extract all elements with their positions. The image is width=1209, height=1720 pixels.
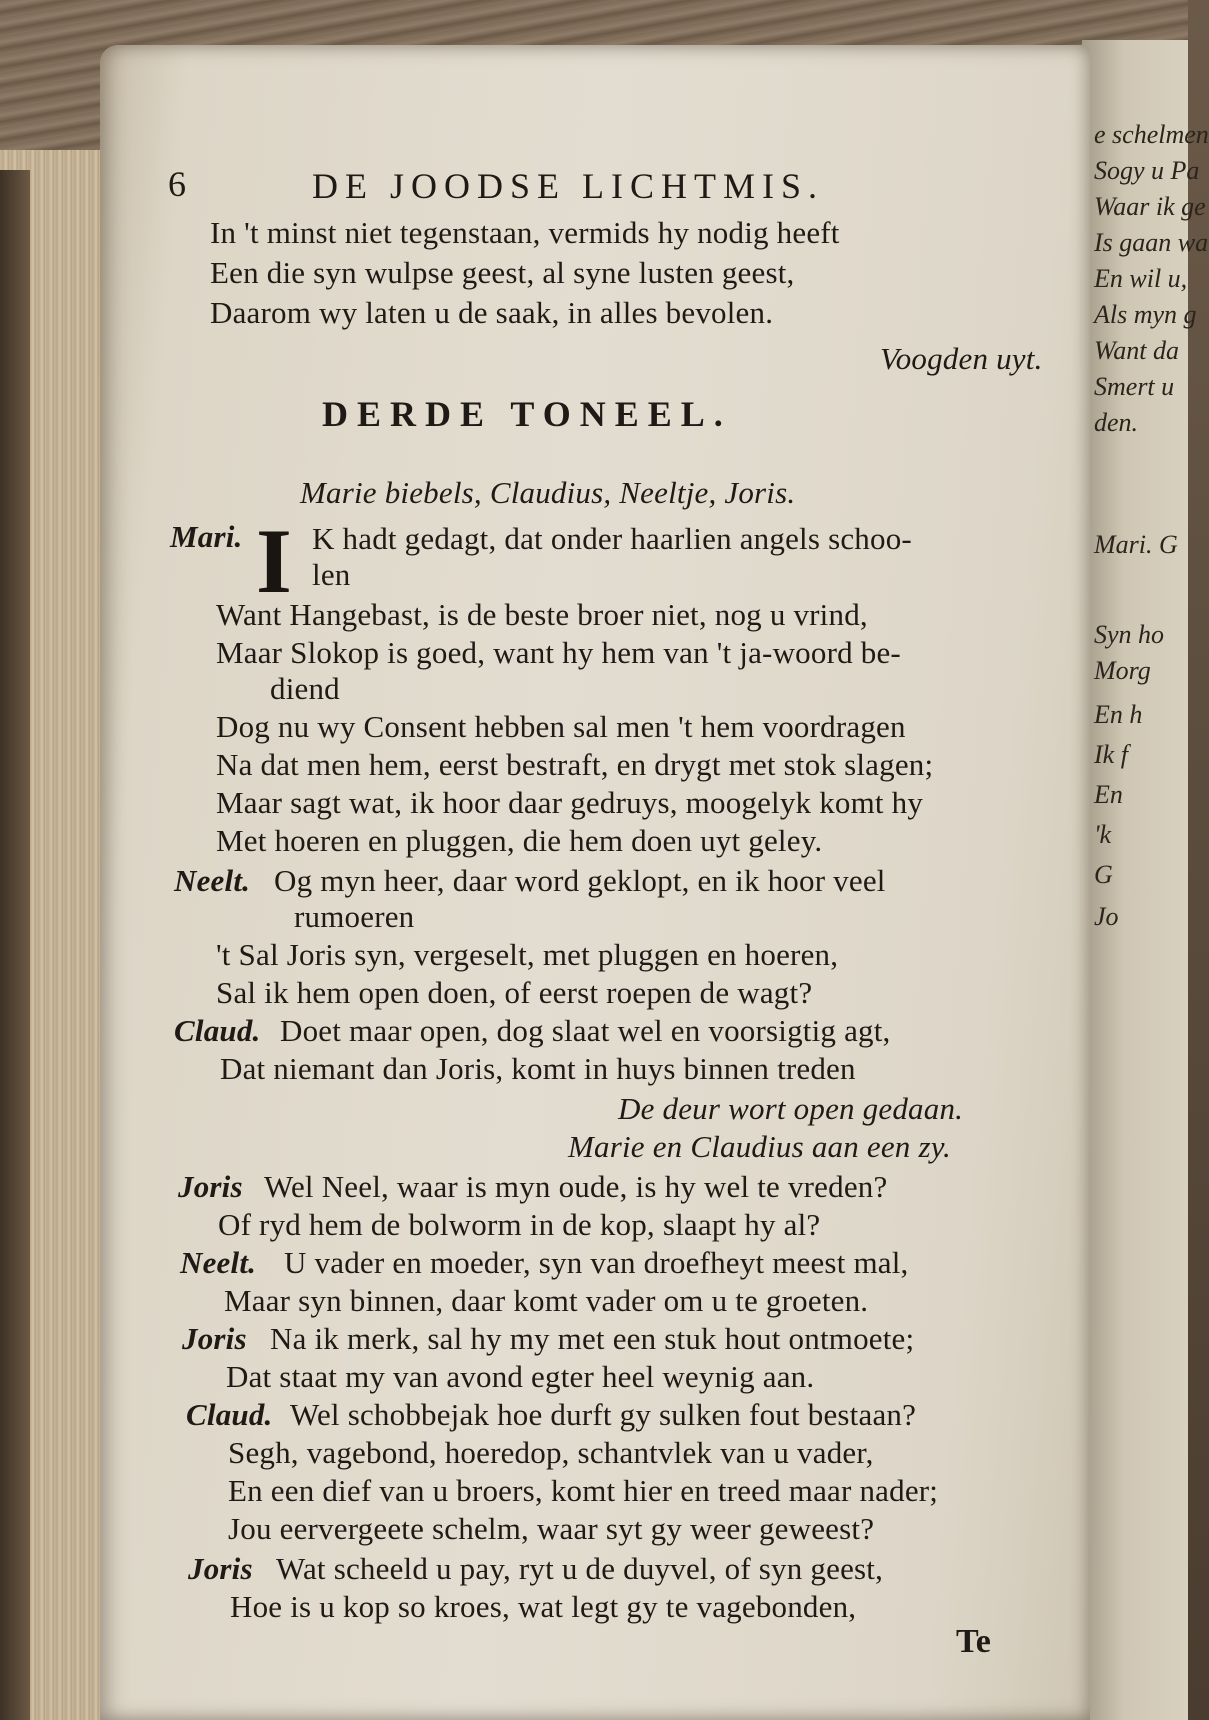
stage-direction: Voogden uyt. — [880, 341, 1043, 376]
facing-text-line: Als myn g — [1094, 300, 1197, 329]
stage-direction: Marie en Claudius aan een zy. — [568, 1129, 951, 1164]
verse-line: Maar syn binnen, daar komt vader om u te groeten. — [224, 1283, 869, 1318]
verse-line: rumoeren — [294, 899, 415, 934]
facing-text-line: Ik f — [1094, 740, 1128, 769]
facing-page-fragment — [1082, 40, 1209, 1720]
facing-text-line: 'k — [1094, 820, 1112, 849]
verse-line: Sal ik hem open doen, of eerst roepen de wagt? — [216, 975, 813, 1010]
facing-text-line: Waar ik ge — [1094, 192, 1206, 221]
speaker-name: Joris — [182, 1321, 247, 1356]
verse-line: Maar Slokop is goed, want hy hem van 't ja-woord be- — [216, 635, 901, 670]
verse-line: Dat staat my van avond egter heel weynig aan. — [226, 1359, 815, 1394]
facing-text-line: Syn ho — [1094, 620, 1165, 649]
facing-text-line: den. — [1094, 408, 1139, 437]
facing-text-line: En — [1094, 780, 1123, 809]
verse-line: Daarom wy laten u de saak, in alles bevolen. — [210, 295, 774, 330]
verse-line: Na ik merk, sal hy my met een stuk hout ontmoete; — [270, 1321, 915, 1356]
facing-text-line: Want da — [1094, 336, 1179, 365]
scene-title: DERDE TONEEL. — [322, 394, 732, 434]
speaker-name: Neelt. — [180, 1245, 257, 1280]
verse-line: Doet maar open, dog slaat wel en voorsigtig agt, — [280, 1013, 891, 1048]
verse-line: Met hoeren en pluggen, die hem doen uyt geley. — [216, 823, 823, 858]
facing-text-line: Jo — [1094, 902, 1119, 931]
verse-line: Wat scheeld u pay, ryt u de duyvel, of syn geest, — [276, 1551, 884, 1586]
verse-line: Maar sagt wat, ik hoor daar gedruys, moogelyk komt hy — [216, 785, 924, 820]
verse-line: Want Hangebast, is de beste broer niet, nog u vrind, — [216, 597, 868, 632]
verse-line: Een die syn wulpse geest, al syne lusten geest, — [210, 255, 795, 290]
facing-text-line: En wil u, — [1094, 264, 1188, 293]
verse-line: Jou eervergeete schelm, waar syt gy weer geweest? — [228, 1511, 875, 1546]
catchword: Te — [956, 1623, 992, 1660]
page-number: 6 — [168, 164, 187, 204]
facing-text-line: En h — [1094, 700, 1143, 729]
stage-direction: De deur wort open gedaan. — [618, 1091, 964, 1126]
drop-cap: I — [256, 510, 292, 612]
verse-line: Segh, vagebond, hoeredop, schantvlek van u vader, — [228, 1435, 874, 1470]
verse-line: K hadt gedagt, dat onder haarlien angels schoo- — [312, 521, 912, 556]
verse-line: Wel Neel, waar is myn oude, is hy wel te vreden? — [264, 1169, 888, 1204]
verse-line: Og myn heer, daar word geklopt, en ik hoor veel — [274, 863, 886, 898]
facing-text-line: Mari. G — [1094, 530, 1178, 559]
book-page — [100, 45, 1090, 1720]
running-title: DE JOODSE LICHTMIS. — [312, 166, 825, 206]
facing-text-line: G — [1094, 860, 1113, 889]
verse-line: En een dief van u broers, komt hier en treed maar nader; — [228, 1473, 939, 1508]
verse-line: Of ryd hem de bolworm in de kop, slaapt hy al? — [218, 1207, 821, 1242]
facing-text-line: Is gaan wa — [1094, 228, 1209, 257]
book-cover-edge — [0, 170, 30, 1720]
verse-line: Na dat men hem, eerst bestraft, en drygt met stok slagen; — [216, 747, 934, 782]
facing-text-line: e schelmen — [1094, 120, 1209, 149]
verse-line: In 't minst niet tegenstaan, vermids hy nodig heeft — [210, 215, 840, 250]
verse-line: diend — [270, 671, 340, 706]
facing-text-line: Sogy u Pa — [1094, 156, 1200, 185]
speaker-name: Mari. — [170, 519, 243, 554]
speaker-name: Claud. — [174, 1013, 261, 1048]
verse-line: Wel schobbejak hoe durft gy sulken fout bestaan? — [290, 1397, 917, 1432]
verse-line: U vader en moeder, syn van droefheyt meest mal, — [284, 1245, 909, 1280]
speaker-name: Joris — [178, 1169, 243, 1204]
speaker-name: Joris — [188, 1551, 253, 1586]
speaker-name: Neelt. — [174, 863, 251, 898]
facing-text-line: Smert u — [1094, 372, 1175, 401]
character-list: Marie biebels, Claudius, Neeltje, Joris. — [300, 475, 796, 510]
verse-line: Dat niemant dan Joris, komt in huys binnen treden — [220, 1051, 856, 1086]
verse-line: len — [312, 557, 351, 592]
verse-line: Dog nu wy Consent hebben sal men 't hem voordragen — [216, 709, 906, 744]
verse-line: 't Sal Joris syn, vergeselt, met pluggen en hoeren, — [216, 937, 839, 972]
facing-text-line: Morg — [1094, 656, 1151, 685]
verse-line: Hoe is u kop so kroes, wat legt gy te vagebonden, — [230, 1589, 857, 1624]
speaker-name: Claud. — [186, 1397, 273, 1432]
